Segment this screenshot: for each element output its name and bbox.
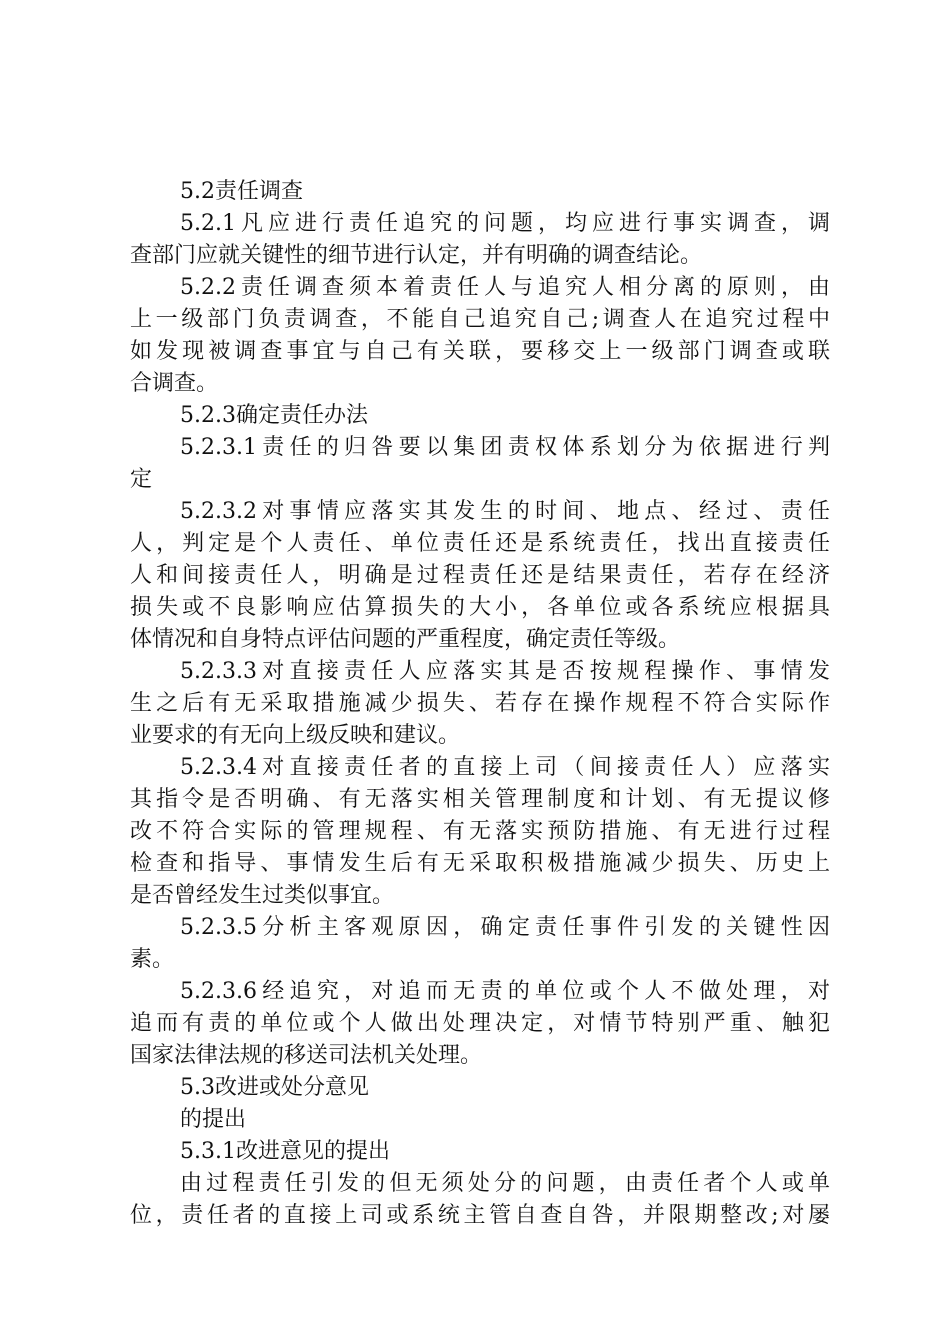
paragraph-line: 人，判定是个人责任、单位责任还是系统责任，找出直接责任 <box>130 531 830 556</box>
paragraph-line: 素。 <box>130 947 175 972</box>
paragraph-line: 业要求的有无向上级反映和建议。 <box>130 723 461 748</box>
paragraph-line: 如发现被调查事宜与自己有关联，要移交上一级部门调查或联 <box>130 339 830 364</box>
heading-5-2: 5.2责任调查 <box>180 179 303 204</box>
paragraph-line: 改不符合实际的管理规程、有无落实预防措施、有无进行过程 <box>130 819 830 844</box>
paragraph-line: 查部门应就关键性的细节进行认定，并有明确的调查结论。 <box>130 243 703 268</box>
paragraph-line: 5.2.3.1责任的归咎要以集团责权体系划分为依据进行判 <box>180 435 830 460</box>
paragraph-line: 5.2.1凡应进行责任追究的问题，均应进行事实调查，调 <box>180 211 830 236</box>
heading-5-3-continued: 的提出 <box>180 1107 247 1132</box>
paragraph-line: 定 <box>130 467 153 492</box>
heading-5-2-3: 5.2.3确定责任办法 <box>180 403 368 428</box>
paragraph-line: 5.2.3.6经追究，对追而无责的单位或个人不做处理，对 <box>180 979 830 1004</box>
paragraph-line: 检查和指导、事情发生后有无采取积极措施减少损失、历史上 <box>130 851 830 876</box>
paragraph-line: 5.2.3.2对事情应落实其发生的时间、地点、经过、责任 <box>180 499 830 524</box>
paragraph-line: 生之后有无采取措施减少损失、若存在操作规程不符合实际作 <box>130 691 830 716</box>
paragraph-line: 5.2.3.3对直接责任人应落实其是否按规程操作、事情发 <box>180 659 830 684</box>
heading-5-3: 5.3改进或处分意见 <box>180 1075 369 1100</box>
paragraph-line: 体情况和自身特点评估问题的严重程度，确定责任等级。 <box>130 627 681 652</box>
paragraph-line: 人和间接责任人，明确是过程责任还是结果责任，若存在经济 <box>130 563 830 588</box>
paragraph-line: 5.2.2责任调查须本着责任人与追究人相分离的原则，由 <box>180 275 830 300</box>
paragraph-line: 其指令是否明确、有无落实相关管理制度和计划、有无提议修 <box>130 787 830 812</box>
paragraph-line: 是否曾经发生过类似事宜。 <box>130 883 395 908</box>
paragraph-line: 5.2.3.5分析主客观原因，确定责任事件引发的关键性因 <box>180 915 830 940</box>
paragraph-line: 由过程责任引发的但无须处分的问题，由责任者个人或单 <box>180 1171 830 1196</box>
paragraph-line: 国家法律法规的移送司法机关处理。 <box>130 1043 483 1068</box>
paragraph-line: 合调查。 <box>130 371 219 396</box>
paragraph-line: 损失或不良影响应估算损失的大小，各单位或各系统应根据具 <box>130 595 830 620</box>
paragraph-line: 上一级部门负责调查，不能自己追究自己;调查人在追究过程中 <box>130 307 830 332</box>
paragraph-line: 5.2.3.4对直接责任者的直接上司（间接责任人）应落实 <box>180 755 830 780</box>
heading-5-3-1: 5.3.1改进意见的提出 <box>180 1139 390 1164</box>
paragraph-line: 位，责任者的直接上司或系统主管自查自咎，并限期整改;对屡 <box>130 1203 830 1228</box>
paragraph-line: 追而有责的单位或个人做出处理决定，对情节特别严重、触犯 <box>130 1011 830 1036</box>
